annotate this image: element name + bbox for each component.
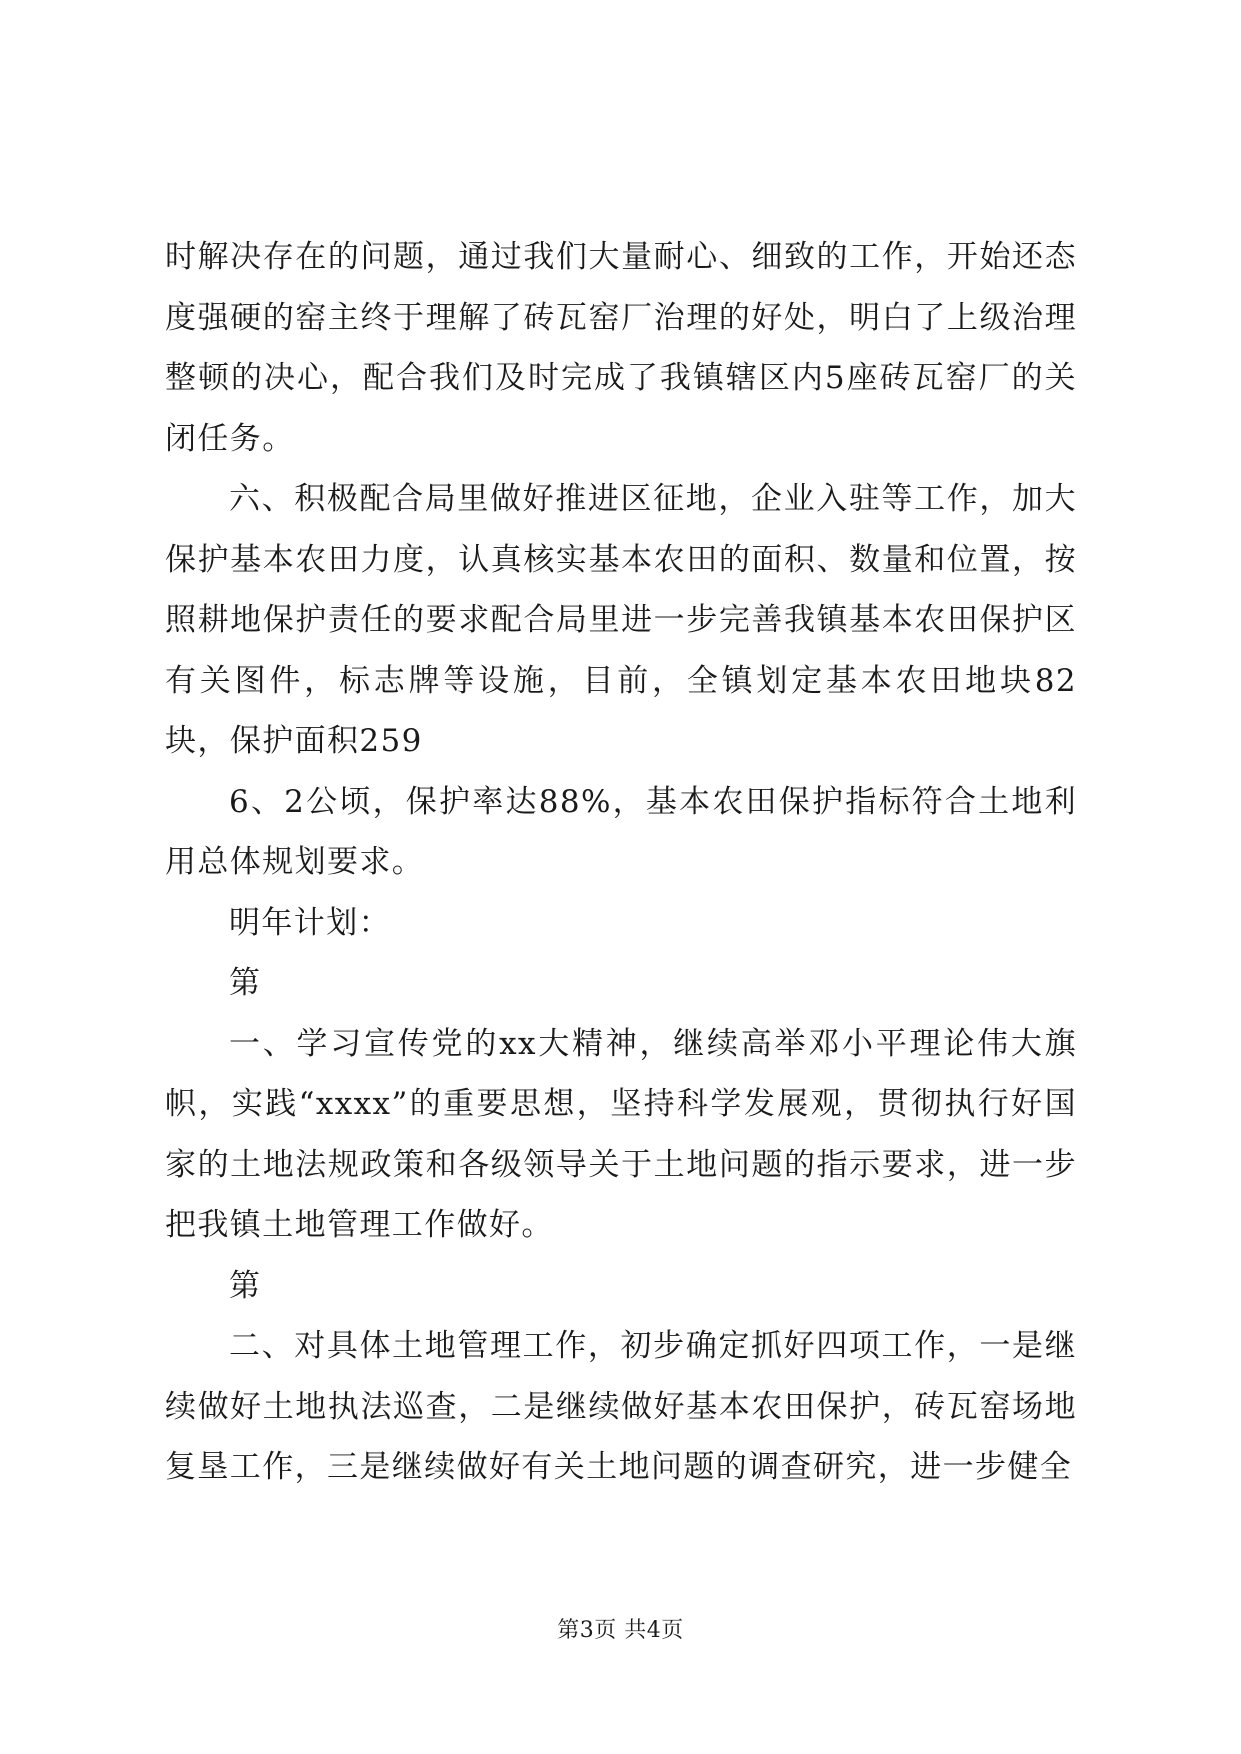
page-footer [0,1616,1241,1646]
paragraph-6: 一、学习宣传党的xx大精神，继续高举邓小平理论伟大旗帜，实践“xxxx”的重要思想，坚持科学发展观，贯彻执行好国家的土地法规政策和各级领导关于土地问题的指示要求，进一步把我镇土地管理工作做好。 [165,1025,1077,1243]
paragraph-3: 6、2公顷，保护率达88%，基本农田保护指标符合土地利用总体规划要求。 [165,783,1077,880]
paragraph-5: 第 [229,965,262,1001]
paragraph-2: 六、积极配合局里做好推进区征地，企业入驻等工作，加大保护基本农田力度，认真核实基本农田的面积、数量和位置，按照耕地保护责任的要求配合局里进一步完善我镇基本农田保护区有关图件，标志牌等设施，目前，全镇划定基本农田地块82块，保护面积259 [165,481,1077,759]
paragraph-1: 时解决存在的问题，通过我们大量耐心、细致的工作，开始还态度强硬的窑主终于理解了砖瓦窑厂治理的好处，明白了上级治理整顿的决心，配合我们及时完成了我镇辖区内5座砖瓦窑厂的关闭任务。 [165,239,1077,457]
page-number-label: 第3页 共4页 [557,1618,684,1643]
paragraph-8: 二、对具体土地管理工作，初步确定抓好四项工作，一是继续做好土地执法巡查，二是继续做好基本农田保护，砖瓦窑场地复垦工作，三是继续做好有关土地问题的调查研究，进一步健全 [165,1328,1077,1485]
paragraph-4: 明年计划： [229,904,391,941]
paragraph-7: 第 [229,1267,262,1304]
document-body [165,227,1077,1498]
